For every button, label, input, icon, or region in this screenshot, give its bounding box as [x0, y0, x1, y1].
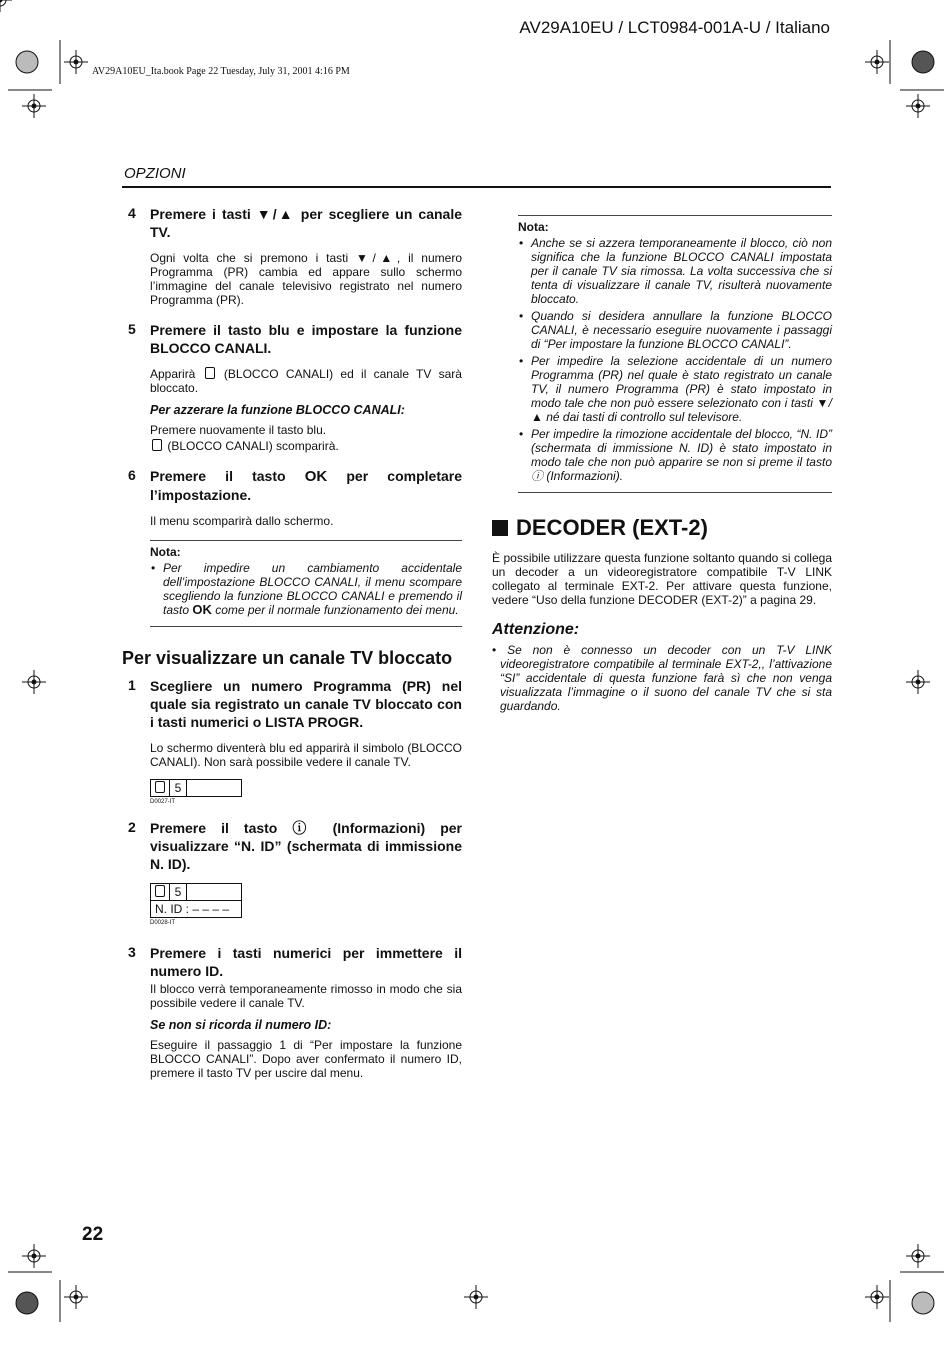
step-5: 5 Premere il tasto blu e impostare la funzione BLOCCO CANALI. Apparirà (BLOCCO CANALI) ed il canale TV sarà bloccato. Per azzerare la funzione BLOCCO CANALI: Premere nuovamente il tasto blu. (BLOCCO CANALI) scomparirà.: [128, 321, 462, 453]
note-box: Nota: • Anche se si azzera temporaneamente il blocco, ciò non significa che la funzione BLOCCO CANALI impostata per il canale TV sia rimossa. La volta successiva che si tenta di visualizzare il canale TV, risulterà nuovamente bloccato. • Quando si desidera annullare la funzione BLOCCO CANALI, è necessario eseguire nuovamente i passaggi di “Per impostare la funzione BLOCCO CANALI”. • Per impedire la selezione accidentale di un numero Programma (PR) nel quale è stato registrato un canale TV, il numero Programma (PR) è stato impostato in modo tale che non può essere selezionato con i tasti ▼/▲ né dai tasti di controllo sul televisore. • Per impedire la rimozione accidentale del blocco, “N. ID” (schermata di immissione N. ID) è stato impostato in modo tale che non può apparire se non si preme il tasto ⓘ (Informazioni).: [518, 215, 832, 493]
right-column: [492, 215, 832, 713]
osd-screen: 5 N. ID : – – – –: [150, 883, 242, 918]
subheading-view-locked: Per visualizzare un canale TV bloccato: [122, 648, 453, 668]
square-bullet-icon: [492, 520, 508, 536]
lock-icon: [152, 439, 162, 451]
subheading-reset: Per azzerare la funzione BLOCCO CANALI:: [150, 403, 405, 417]
note-box: Nota: • Per impedire un cambiamento accidentale dell’impostazione BLOCCO CANALI, il menu scompare scegliendo la funzione BLOCCO CANALI e premendo il tasto OK come per il normale funzionamento dei menu.: [150, 540, 462, 627]
step-6: 6 Premere il tasto OK per completare l’impostazione. Il menu scomparirà dallo schermo.: [128, 467, 463, 528]
note-item: • Quando si desidera annullare la funzione BLOCCO CANALI, è necessario eseguire nuovamente i passaggi di “Per impostare la funzione BLOCCO CANALI”.: [531, 309, 832, 351]
attention-item: • Se non è connesso un decoder con un T-V LINK videoregistratore compatibile al terminale EXT-2,, l’attivazione “SI” accidentale di questa funzione farà sì che non venga visualizzata l’immagine o il suono del canale TV che si sta guardando.: [500, 643, 832, 713]
lock-icon: [205, 367, 215, 379]
lock-icon: [155, 781, 165, 793]
left-column: [122, 205, 462, 1086]
note-item: • Per impedire la rimozione accidentale del blocco, “N. ID” (schermata di immissione N. ID) è stato impostato in modo tale che non può apparire se non si preme il tasto ⓘ (Informazioni).: [531, 427, 832, 483]
step-title: Premere i tasti ▼/▲ per scegliere un canale TV.: [150, 206, 462, 240]
decoder-body: È possibile utilizzare questa funzione soltanto quando si collega un decoder a un videoregistratore compatibile T-V LINK collegato al terminale EXT-2. Per attivare questa funzione, vedere “Uso della funzione DECODER (EXT-2)” a pagina 29.: [492, 551, 832, 607]
lock-icon: [155, 885, 165, 897]
book-line: AV29A10EU_Ita.book Page 22 Tuesday, July 31, 2001 4:16 PM: [92, 66, 350, 77]
page-number: 22: [82, 1224, 104, 1245]
step-1: 1 Scegliere un numero Programma (PR) nel quale sia registrato un canale TV bloccato con i tasti numerici o LISTA PROGR. Lo schermo diventerà blu ed apparirà il simbolo (BLOCCO CANALI). Non sarà possibile vedere il canale TV. 5 D0027-IT: [128, 677, 462, 805]
decoder-heading: DECODER (EXT-2): [492, 515, 832, 541]
note-item: • Per impedire la selezione accidentale di un numero Programma (PR) nel quale è stato registrato un canale TV, il numero Programma (PR) è stato impostato in modo tale che non può essere selezionato con i tasti ▼/▲ né dai tasti di controllo sul televisore.: [531, 354, 832, 424]
ok-key-icon: OK: [304, 468, 328, 485]
section-title: OPZIONI: [124, 165, 186, 182]
step-4: 4 Premere i tasti ▼/▲ per scegliere un canale TV. Ogni volta che si premono i tasti ▼/▲, il numero Programma (PR) cambia ed appare sullo schermo l’immagine del canale televisivo registrato nel numero Programma (PR).: [128, 205, 462, 307]
document-id: AV29A10EU / LCT0984-001A-U / Italiano: [519, 18, 830, 37]
attention-heading: Attenzione:: [492, 621, 580, 638]
step-3: 3 Premere i tasti numerici per immettere il numero ID. Il blocco verrà temporaneamente rimosso in modo che sia possibile vedere il canale TV. Se non si ricorda il numero ID: Eseguire il passaggio 1 di “Per impostare la funzione BLOCCO CANALI”. Dopo aver confermato il numero ID, premere il tasto TV per uscire dal menu.: [128, 944, 462, 1080]
step-2: 2 Premere il tasto ⓘ (Informazioni) per visualizzare “N. ID” (schermata di immissione N. ID). 5 N. ID : – – – – D0028-IT: [128, 819, 462, 926]
header-rule: [122, 186, 831, 188]
note-item: • Anche se si azzera temporaneamente il blocco, ciò non significa che la funzione BLOCCO CANALI impostata per il canale TV sia rimossa. La volta successiva che si tenta di visualizzare il canale TV, risulterà nuovamente bloccato.: [531, 236, 832, 306]
osd-screen: 5: [150, 779, 242, 797]
step-title: Premere il tasto blu e impostare la funzione BLOCCO CANALI.: [150, 322, 462, 356]
step-body: Ogni volta che si premono i tasti ▼/▲, il numero Programma (PR) cambia ed appare sullo schermo l’immagine del canale televisivo registrato nel numero Programma (PR).: [150, 251, 462, 307]
